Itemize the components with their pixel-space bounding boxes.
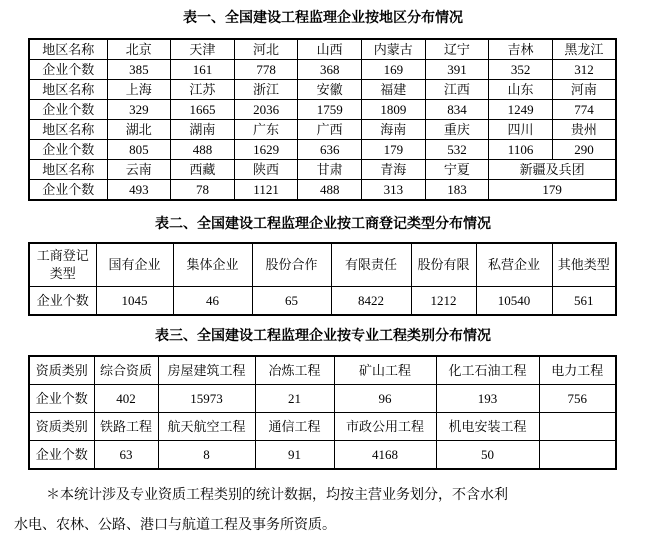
enterprise-count-cell: 8422 — [331, 287, 411, 316]
registration-type-cell: 有限责任 — [331, 243, 411, 287]
empty-cell — [539, 441, 616, 470]
enterprise-count-cell: 1045 — [96, 287, 173, 316]
row-label-cell: 地区名称 — [29, 160, 107, 180]
specialty-category-cell: 航天航空工程 — [158, 413, 255, 441]
enterprise-count-cell: 4168 — [334, 441, 436, 470]
table-row — [29, 180, 616, 201]
row-label-cell: 资质类别 — [29, 413, 94, 441]
region-name-cell: 天津 — [171, 39, 235, 60]
footnote-line: ＊本统计涉及专业资质工程类别的统计数据，均按主营业务划分，不含水利 — [46, 488, 508, 503]
region-name-cell: 河北 — [234, 39, 298, 60]
enterprise-count-cell: 774 — [552, 100, 616, 120]
table-row — [29, 80, 616, 100]
region-name-cell: 广东 — [234, 120, 298, 140]
row-label-cell: 地区名称 — [29, 39, 107, 60]
table-row — [29, 356, 616, 385]
enterprise-count-cell: 1665 — [171, 100, 235, 120]
enterprise-count-cell: 1121 — [234, 180, 298, 201]
enterprise-count-cell: 169 — [362, 60, 426, 80]
region-name-cell: 江西 — [425, 80, 489, 100]
enterprise-count-cell: 65 — [252, 287, 331, 316]
enterprise-count-cell: 91 — [255, 441, 334, 470]
region-name-cell: 宁夏 — [425, 160, 489, 180]
enterprise-count-cell: 329 — [107, 100, 171, 120]
enterprise-count-cell: 78 — [171, 180, 235, 201]
enterprise-count-cell: 1249 — [489, 100, 553, 120]
table-row — [29, 160, 616, 180]
enterprise-count-cell: 778 — [234, 60, 298, 80]
specialty-category-cell: 通信工程 — [255, 413, 334, 441]
table2-title: 表二、全国建设工程监理企业按工商登记类型分布情况 — [155, 215, 491, 231]
row-label-cell: 企业个数 — [29, 441, 94, 470]
region-name-cell: 浙江 — [234, 80, 298, 100]
row-label-cell: 工商登记类型 — [29, 243, 96, 287]
region-name-cell: 四川 — [489, 120, 553, 140]
region-name-cell: 陕西 — [234, 160, 298, 180]
enterprise-count-cell: 1759 — [298, 100, 362, 120]
region-name-cell: 山西 — [298, 39, 362, 60]
region-name-cell: 辽宁 — [425, 39, 489, 60]
registration-type-cell: 股份合作 — [252, 243, 331, 287]
row-label-cell: 企业个数 — [29, 180, 107, 201]
enterprise-count-cell: 636 — [298, 140, 362, 160]
table-row — [29, 100, 616, 120]
enterprise-count-cell: 488 — [298, 180, 362, 201]
region-name-cell: 江苏 — [171, 80, 235, 100]
region-name-cell: 福建 — [362, 80, 426, 100]
enterprise-count-cell: 532 — [425, 140, 489, 160]
region-name-cell: 贵州 — [552, 120, 616, 140]
table-row — [29, 60, 616, 80]
table3-title: 表三、全国建设工程监理企业按专业工程类别分布情况 — [155, 327, 491, 343]
statistics-footnote — [14, 481, 630, 541]
enterprise-count-cell: 1212 — [411, 287, 476, 316]
enterprise-count-cell: 352 — [489, 60, 553, 80]
enterprise-count-cell: 179 — [489, 180, 616, 201]
region-name-cell: 青海 — [362, 160, 426, 180]
enterprise-count-cell: 21 — [255, 385, 334, 413]
enterprise-count-cell: 561 — [552, 287, 616, 316]
registration-type-cell: 其他类型 — [552, 243, 616, 287]
enterprise-count-cell: 63 — [94, 441, 158, 470]
table-row — [29, 39, 616, 60]
enterprise-count-cell: 488 — [171, 140, 235, 160]
enterprise-count-cell: 10540 — [476, 287, 552, 316]
enterprise-count-cell: 391 — [425, 60, 489, 80]
table-row — [29, 140, 616, 160]
registration-type-cell: 股份有限 — [411, 243, 476, 287]
specialty-category-cell: 化工石油工程 — [436, 356, 539, 385]
enterprise-count-cell: 50 — [436, 441, 539, 470]
enterprise-count-cell: 756 — [539, 385, 616, 413]
enterprise-count-cell: 96 — [334, 385, 436, 413]
row-label-cell: 企业个数 — [29, 100, 107, 120]
enterprise-count-cell: 834 — [425, 100, 489, 120]
specialty-category-cell: 矿山工程 — [334, 356, 436, 385]
table-row — [29, 243, 616, 287]
region-name-cell: 北京 — [107, 39, 171, 60]
registration-type-cell: 国有企业 — [96, 243, 173, 287]
row-label-cell: 企业个数 — [29, 60, 107, 80]
table-row — [29, 287, 616, 316]
region-name-cell: 甘肃 — [298, 160, 362, 180]
enterprise-count-cell: 8 — [158, 441, 255, 470]
region-name-cell: 河南 — [552, 80, 616, 100]
table-row — [29, 120, 616, 140]
enterprise-count-cell: 312 — [552, 60, 616, 80]
enterprise-count-cell: 368 — [298, 60, 362, 80]
specialty-category-cell: 房屋建筑工程 — [158, 356, 255, 385]
enterprise-count-cell: 161 — [171, 60, 235, 80]
enterprise-count-cell: 1629 — [234, 140, 298, 160]
table1-title: 表一、全国建设工程监理企业按地区分布情况 — [183, 9, 463, 25]
region-name-cell: 上海 — [107, 80, 171, 100]
specialty-category-cell: 铁路工程 — [94, 413, 158, 441]
enterprise-count-cell: 313 — [362, 180, 426, 201]
enterprise-count-cell: 402 — [94, 385, 158, 413]
row-label-cell: 地区名称 — [29, 80, 107, 100]
empty-cell — [539, 413, 616, 441]
specialty-category-cell: 机电安装工程 — [436, 413, 539, 441]
region-name-cell: 重庆 — [425, 120, 489, 140]
region-name-cell: 内蒙古 — [362, 39, 426, 60]
table2-registration-type — [28, 242, 617, 316]
registration-type-cell: 私营企业 — [476, 243, 552, 287]
region-name-cell: 新疆及兵团 — [489, 160, 616, 180]
enterprise-count-cell: 193 — [436, 385, 539, 413]
region-name-cell: 吉林 — [489, 39, 553, 60]
table-row — [29, 413, 616, 441]
footnote-line: 水电、农林、公路、港口与航道工程及事务所资质。 — [14, 518, 336, 533]
enterprise-count-cell: 1809 — [362, 100, 426, 120]
enterprise-count-cell: 179 — [362, 140, 426, 160]
table3-specialty-category — [28, 355, 617, 470]
region-name-cell: 湖南 — [171, 120, 235, 140]
specialty-category-cell: 冶炼工程 — [255, 356, 334, 385]
region-name-cell: 黑龙江 — [552, 39, 616, 60]
specialty-category-cell: 电力工程 — [539, 356, 616, 385]
row-label-cell: 资质类别 — [29, 356, 94, 385]
region-name-cell: 安徽 — [298, 80, 362, 100]
region-name-cell: 广西 — [298, 120, 362, 140]
enterprise-count-cell: 1106 — [489, 140, 553, 160]
table-row — [29, 441, 616, 470]
region-name-cell: 云南 — [107, 160, 171, 180]
enterprise-count-cell: 2036 — [234, 100, 298, 120]
region-name-cell: 海南 — [362, 120, 426, 140]
enterprise-count-cell: 805 — [107, 140, 171, 160]
row-label-cell: 企业个数 — [29, 287, 96, 316]
row-label-cell: 企业个数 — [29, 385, 94, 413]
region-name-cell: 西藏 — [171, 160, 235, 180]
enterprise-count-cell: 15973 — [158, 385, 255, 413]
table1-region-distribution — [28, 38, 617, 201]
specialty-category-cell: 综合资质 — [94, 356, 158, 385]
table-row — [29, 385, 616, 413]
specialty-category-cell: 市政公用工程 — [334, 413, 436, 441]
region-name-cell: 山东 — [489, 80, 553, 100]
row-label-cell: 地区名称 — [29, 120, 107, 140]
enterprise-count-cell: 290 — [552, 140, 616, 160]
region-name-cell: 湖北 — [107, 120, 171, 140]
enterprise-count-cell: 493 — [107, 180, 171, 201]
registration-type-cell: 集体企业 — [173, 243, 252, 287]
enterprise-count-cell: 183 — [425, 180, 489, 201]
enterprise-count-cell: 385 — [107, 60, 171, 80]
enterprise-count-cell: 46 — [173, 287, 252, 316]
row-label-cell: 企业个数 — [29, 140, 107, 160]
